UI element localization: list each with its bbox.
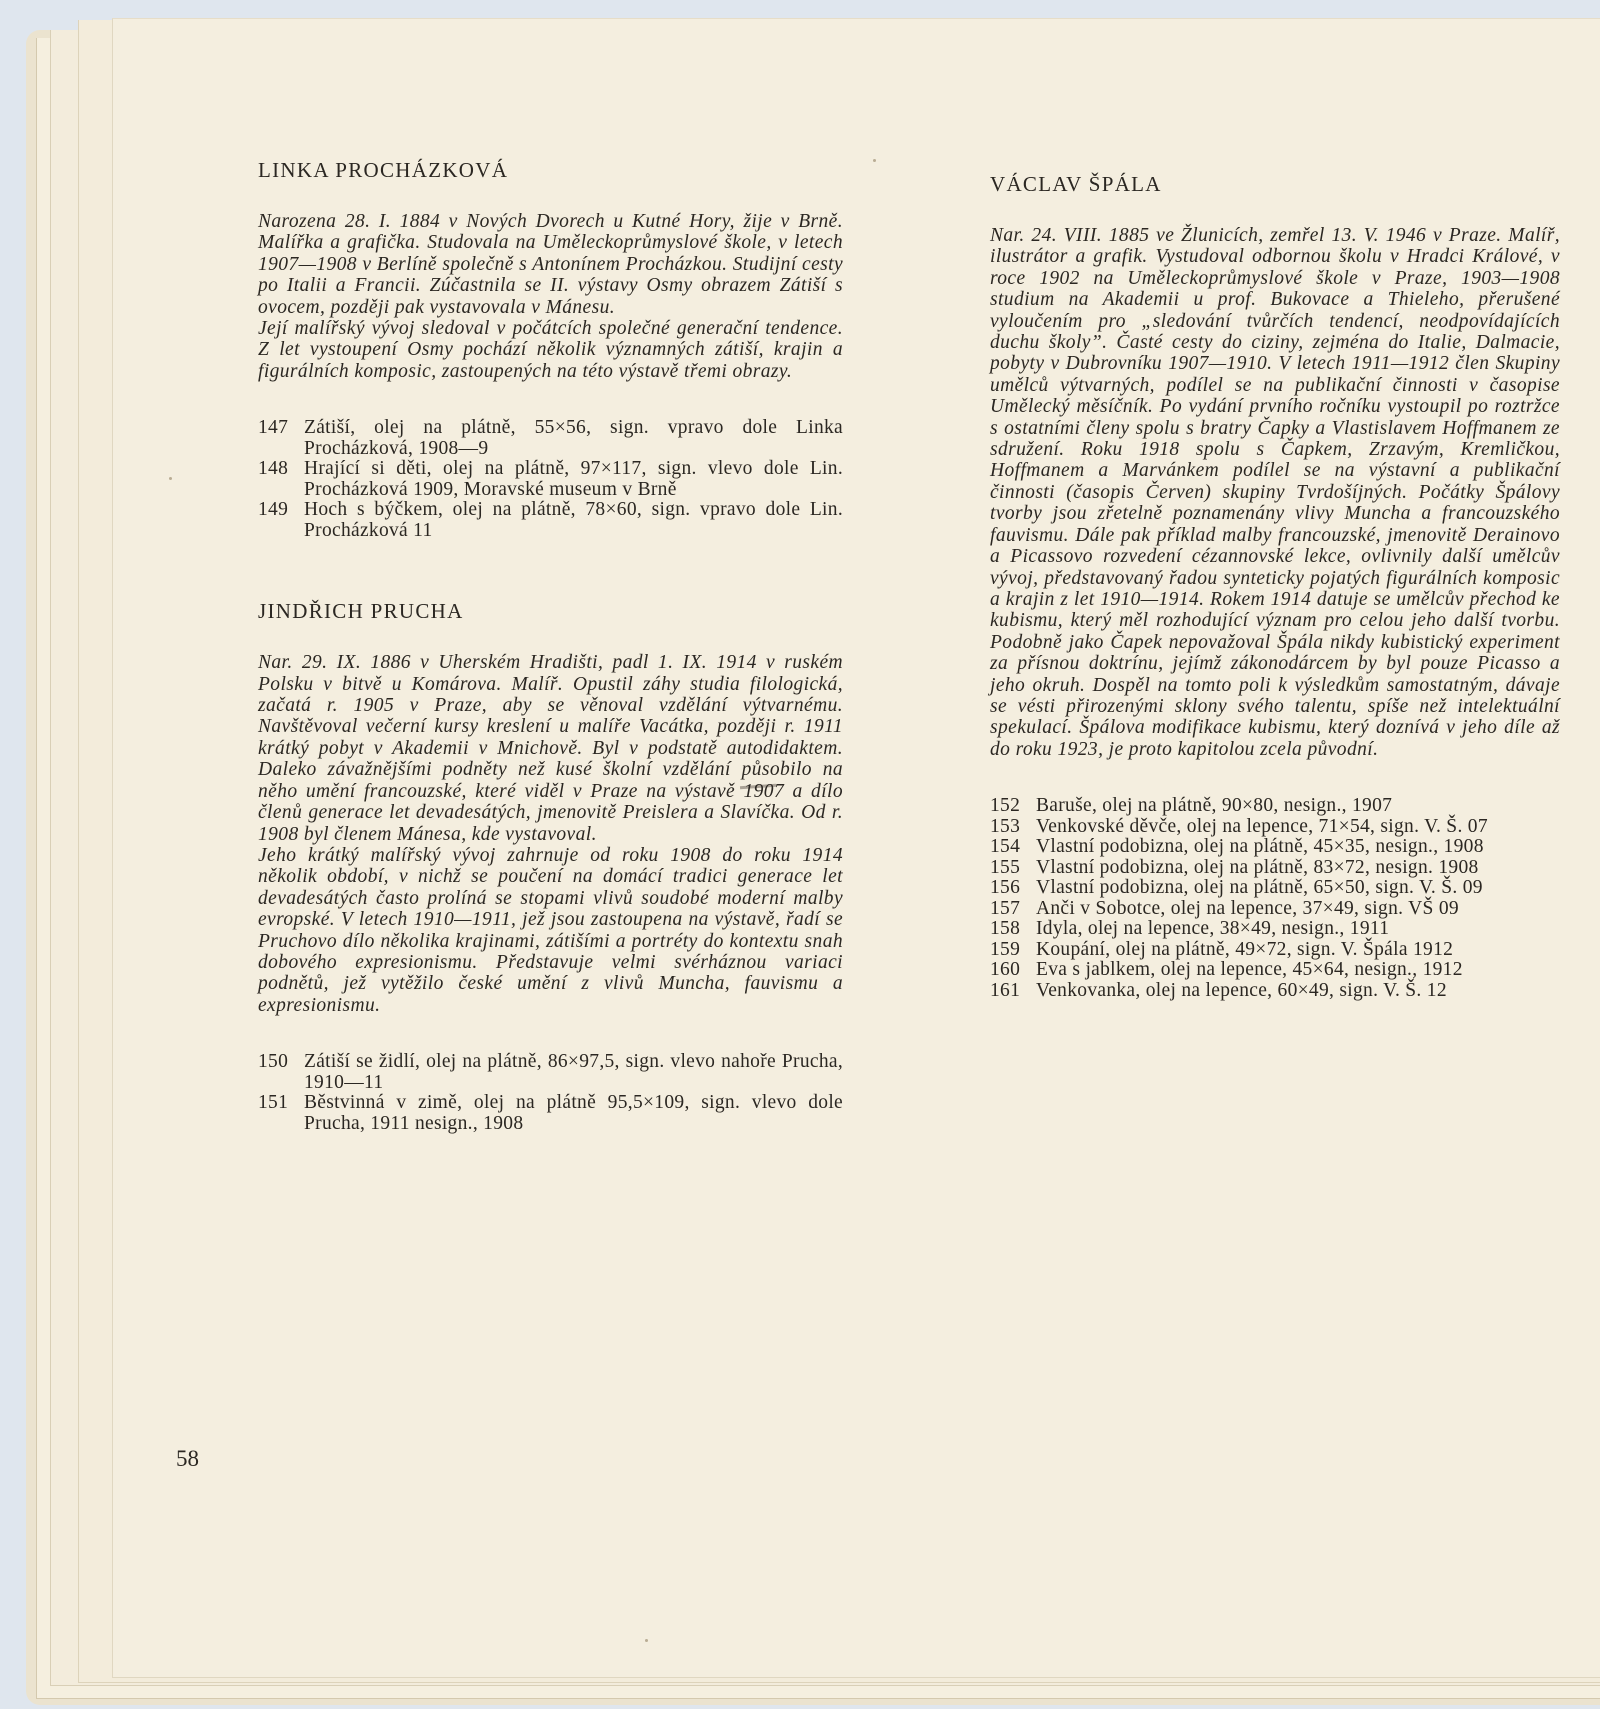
catalog-description: Vlastní podobizna, olej na plátně, 65×50, sign. V. Š. 09 [1036,877,1483,899]
artist-heading: VÁCLAV ŠPÁLA [990,172,1162,196]
catalog-entry [990,919,1560,940]
catalog-list [258,1052,843,1134]
catalog-entry [990,960,1560,981]
catalog-number: 160 [990,959,1021,981]
artist-heading: LINKA PROCHÁZKOVÁ [258,158,509,182]
right-column [990,172,1560,1001]
paper-speck [873,159,876,162]
catalog-entry [990,940,1560,961]
catalog-entry [258,500,843,541]
catalog-number: 158 [990,918,1021,940]
artist-section-prucha [258,599,843,1134]
artist-biography [258,652,843,1016]
artist-section-prochazkova [258,158,843,541]
artist-biography [258,211,843,382]
bio-paragraph: Jeho krátký malířský vývoj zahrnuje od roku 1908 do roku 1914 několik období, v nichž se poučení na domácí tradici generace let devadesátých často prolíná se stopami vlivů soudobé moderní malby evropské. V letech 1910—1911, jež jsou zastoupena na výstavě, řadí se Pruchovo dílo několika krajinami, zátišími a portréty do kontextu snah dobového expresionismu. Představuje velmi svérháznou variaci podnětů, jež vytěžilo české umění z vlivů Muncha, fauvismu a expresionismu. [258,844,843,1016]
catalog-number: 148 [258,458,289,480]
catalog-entry [990,858,1560,879]
catalog-description: Baruše, olej na plátně, 90×80, nesign., 1907 [1036,795,1393,817]
catalog-entry [990,899,1560,920]
catalog-number: 155 [990,856,1021,878]
catalog-description: Anči v Sobotce, olej na lepence, 37×49, sign. VŠ 09 [1036,897,1459,919]
catalog-number: 151 [258,1092,289,1114]
artist-section-spala [990,172,1560,1001]
catalog-number: 161 [990,979,1021,1001]
catalog-description: Eva s jablkem, olej na lepence, 45×64, nesign., 1912 [1036,959,1463,981]
catalog-description: Venkovské děvče, olej na lepence, 71×54, sign. V. Š. 07 [1036,815,1488,837]
catalog-entry [258,418,843,459]
section-spacer [258,541,843,599]
artist-heading: JINDŘICH PRUCHA [258,599,464,624]
artist-biography [990,225,1560,760]
bio-paragraph: Nar. 24. VIII. 1885 ve Žlunicích, zemřel 13. V. 1946 v Praze. Malíř, ilustrátor a grafik. Vystudoval odbornou školu v Hradci Králové, v roce 1902 na Uměleckoprůmyslové škole v Praze, 1903—1908 studium na Akademii u prof. Bukovace a Thieleho, přerušené vyloučením pro „sledování tvůrčích tendencí, neodpovídajících duchu školy”. Časté cesty do ciziny, zejména do Italie, Dalmacie, pobyty v Dubrovníku 1907—1910. V letech 1911—1912 člen Skupiny umělců výtvarných, podílel se na publikační činnosti v časopise Umělecký měsíčník. Po vydání prvního ročníku vystoupil po roztržce s ostatními členy spolu s bratry Čapky a Vlastislavem Hoffmanem ze sdružení. Roku 1918 spolu s Čapkem, Zrzavým, Kremličkou, Hoffmanem a Marvánkem podílel se na výstavní a publikační činnosti (časopis Červen) skupiny Tvrdošíjných. Počátky Špálovy tvorby jsou zřetelně poznamenány vlivy Muncha a francouzského fauvismu. Dále pak příklad malby francouzské, jmenovitě Derainovo a Picassovo rozvedení cézannovské lekce, ovlivnily další umělcův vývoj, představovaný řadou synteticky pojatých figurálních komposic a krajin z let 1910—1914. Rokem 1914 datuje se umělcův přechod ke kubismu, který měl rozhodující význam pro celou jeho další tvorbu. Podobně jako Čapek nepovažoval Špála nikdy kubistický experiment za přísnou doktrínu, jejímž zákonodárcem by byl pouze Picasso a jeho okruh. Dospěl na tomto poli k výsledkům samostatným, dávaje se vésti přirozenými sklony svého talentu, spíše než intelektuální spekulací. Špálova modifikace kubismu, který doznívá v jeho díle až do roku 1923, je proto kapitolou zcela původní. [990,225,1560,760]
catalog-description: Zátiší, olej na plátně, 55×56, sign. vpravo dole Linka Procházková, 1908—9 [304,417,843,459]
catalog-number: 147 [258,417,289,439]
catalog-description: Zátiší se židlí, olej na plátně, 86×97,5, sign. vlevo nahoře Prucha, 1910—11 [304,1051,843,1093]
catalog-description: Hoch s býčkem, olej na plátně, 78×60, sign. vpravo dole Lin. Procházková 11 [304,499,843,541]
page-number: 58 [176,1446,199,1471]
catalog-description: Hrající si děti, olej na plátně, 97×117, sign. vlevo dole Lin. Procházková 1909, Moravské museum v Brně [304,458,843,500]
catalog-list [258,418,843,541]
catalog-entry [990,796,1560,817]
catalog-entry [258,1052,843,1093]
catalog-number: 149 [258,499,289,521]
catalog-number: 153 [990,815,1021,837]
catalog-number: 159 [990,938,1021,960]
catalog-entry [990,981,1560,1002]
catalog-entry [990,878,1560,899]
catalog-number: 157 [990,897,1021,919]
bio-paragraph: Nar. 29. IX. 1886 v Uherském Hradišti, padl 1. IX. 1914 v ruském Polsku v bitvě u Komárova. Malíř. Opustil záhy studia filologická, začatá r. 1905 v Praze, aby se věnoval vzdělání výtvarnému. Navštěvoval večerní kursy kreslení u malíře Vacátka, později r. 1911 krátký pobyt v Akademii v Mnichově. Byl v podstatě autodidaktem. Daleko závažnějšími podněty než kusé školní vzdělání působilo na něho umění francouzské, které viděl v Praze na výstavě 1907 a dílo členů generace let devadesátých, jmenovitě Preislera a Slavíčka. Od r. 1908 byl členem Mánesa, kde vystavoval. [258,652,843,845]
catalog-description: Idyla, olej na lepence, 38×49, nesign., 1911 [1036,918,1390,940]
catalog-number: 152 [990,795,1021,817]
catalog-entry [990,837,1560,858]
catalog-entry [258,1093,843,1134]
catalog-description: Vlastní podobizna, olej na plátně, 45×35, nesign., 1908 [1036,836,1484,858]
catalog-description: Venkovanka, olej na lepence, 60×49, sign. V. Š. 12 [1036,979,1447,1001]
left-column [258,158,843,1134]
catalog-description: Koupání, olej na plátně, 49×72, sign. V. Špála 1912 [1036,938,1454,960]
catalog-entry [258,459,843,500]
catalog-entry [990,817,1560,838]
paper-speck [169,477,172,480]
bio-paragraph: Narozena 28. I. 1884 v Nových Dvorech u Kutné Hory, žije v Brně. Malířka a grafička. Studovala na Uměleckoprůmyslové škole, v letech 1907—1908 v Berlíně společně s Antonínem Procházkou. Studijní cesty po Italii a Francii. Zúčastnila se II. výstavy Osmy obrazem Zátiší s ovocem, později pak vystavovala v Mánesu. [258,211,843,318]
bio-paragraph: Její malířský vývoj sledoval v počátcích společné generační tendence. Z let vystoupení Osmy pochází několik významných zátiší, krajin a figurálních komposic, zastoupených na této výstavě třemi obrazy. [258,318,843,382]
catalog-description: Vlastní podobizna, olej na plátně, 83×72, nesign. 1908 [1036,856,1479,878]
paper-speck [645,1639,648,1642]
catalog-number: 154 [990,836,1021,858]
catalog-description: Běstvinná v zimě, olej na plátně 95,5×109, sign. vlevo dole Prucha, 1911 nesign., 1908 [304,1092,843,1134]
catalog-number: 150 [258,1051,289,1073]
catalog-list [990,796,1560,1001]
catalog-number: 156 [990,877,1021,899]
